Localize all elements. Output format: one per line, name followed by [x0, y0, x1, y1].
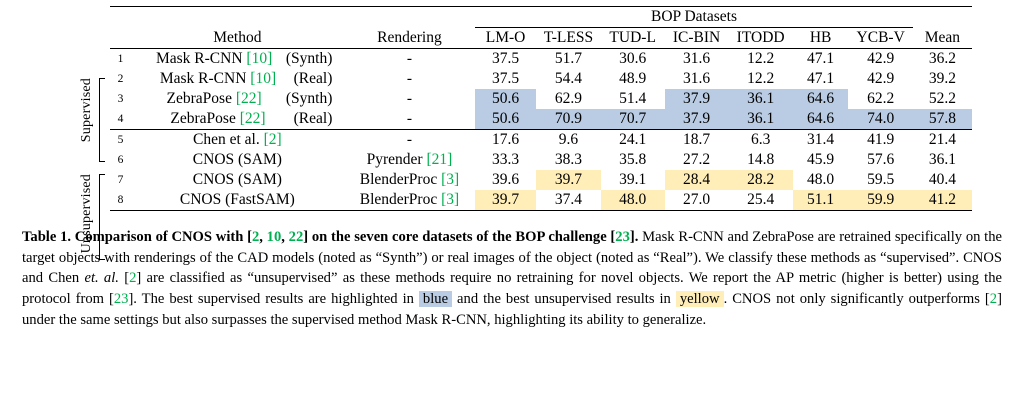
row-rendering-name: -	[406, 70, 413, 87]
row-method-variant: (Synth)	[285, 50, 333, 67]
row-method-name: Mask R-CNN	[159, 70, 247, 87]
table-header-row	[110, 28, 972, 49]
row-rendering	[344, 150, 475, 170]
table-row	[110, 170, 972, 190]
row-index: 6	[117, 154, 124, 166]
cell-mean: 41.2	[913, 190, 972, 211]
row-rendering-name: -	[406, 90, 413, 107]
cell-tud-l: 51.4	[619, 90, 647, 107]
header-bop-datasets: BOP Datasets	[475, 7, 913, 28]
row-rendering-name: BlenderProc	[359, 191, 438, 208]
header-rendering: Rendering	[377, 28, 442, 46]
cell-itodd: 28.2	[729, 170, 793, 190]
row-method	[131, 49, 344, 70]
header-spacer-rendering	[344, 7, 475, 28]
row-method-citation: [10]	[246, 50, 273, 67]
cell-ycb-v: 41.9	[848, 130, 912, 151]
row-method-name: Chen et al.	[193, 131, 260, 148]
row-index: 2	[117, 73, 124, 85]
row-index: 1	[110, 49, 131, 70]
cell-itodd: 12.2	[747, 70, 775, 87]
cell-hb: 47.1	[793, 49, 849, 70]
header-spacer-mean	[913, 7, 972, 28]
caption-citation-23: 23	[615, 229, 630, 245]
caption-citation-2b: 2	[129, 270, 137, 287]
brace-unsupervised	[99, 174, 105, 260]
caption-title-part3: ].	[629, 229, 639, 245]
row-method	[131, 130, 344, 151]
cell-lm-o: 33.3	[492, 151, 520, 168]
table-row	[110, 69, 972, 89]
header-spacer-idx	[110, 7, 131, 28]
header-dataset-ycb-v: YCB-V	[856, 29, 905, 46]
row-method	[131, 109, 344, 130]
table-caption	[22, 227, 1002, 331]
caption-body-6: . CNOS not only significantly outperforms [	[723, 291, 990, 308]
row-rendering	[344, 170, 475, 190]
caption-body-4: ]. The best supervised results are highlighted in	[128, 291, 414, 308]
table-row	[110, 109, 972, 130]
cell-lm-o: 39.6	[492, 171, 520, 188]
table-row	[110, 49, 972, 70]
row-rendering-name: -	[406, 110, 413, 127]
cell-tud-l: 39.1	[619, 171, 647, 188]
header-dataset-t-less: T-LESS	[543, 29, 594, 46]
row-method-name: CNOS (FastSAM)	[179, 191, 295, 208]
cell-hb: 51.1	[793, 190, 849, 211]
cell-ycb-v: 59.5	[867, 171, 895, 188]
cell-t-less: 38.3	[554, 151, 582, 168]
row-method-variant: (Synth)	[285, 90, 333, 107]
cell-ic-bin: 27.2	[682, 151, 711, 168]
cell-ic-bin: 18.7	[665, 130, 729, 151]
cell-mean: 57.8	[913, 109, 972, 130]
row-index: 8	[110, 190, 131, 211]
caption-etal: et. al.	[84, 270, 119, 287]
row-method-name: CNOS (SAM)	[192, 151, 282, 168]
cell-mean: 36.1	[928, 151, 956, 168]
caption-body-3: ] are classified as “unsupervised” as these methods require no retraining for novel objects. We report the AP metric (higher is better) using the protocol from [	[22, 270, 1002, 308]
caption-title	[75, 229, 639, 245]
cell-lm-o: 37.5	[475, 49, 536, 70]
caption-highlight-blue: blue	[419, 291, 452, 307]
caption-citation-2: 2	[251, 229, 260, 245]
cell-itodd: 36.1	[729, 89, 793, 109]
cell-ic-bin: 31.6	[665, 49, 729, 70]
caption-title-part2: ] on the seven core datasets of the BOP challenge [	[303, 229, 616, 245]
cell-hb: 45.9	[807, 151, 835, 168]
results-table	[110, 6, 972, 211]
row-rendering	[344, 49, 475, 70]
cell-t-less: 62.9	[554, 90, 582, 107]
cell-itodd: 36.1	[729, 109, 793, 130]
row-method-citation: [2]	[263, 131, 282, 148]
cell-ycb-v: 59.9	[848, 190, 912, 211]
cell-ic-bin: 27.0	[665, 190, 729, 211]
header-method: Method	[213, 28, 262, 46]
caption-citation-22: 22	[288, 229, 304, 245]
cell-mean: 40.4	[928, 171, 956, 188]
header-dataset-itodd: ITODD	[736, 29, 785, 46]
row-method	[131, 150, 344, 170]
cell-t-less: 70.9	[536, 109, 601, 130]
row-rendering-citation: [21]	[426, 151, 453, 168]
caption-citation-2c: 2	[989, 291, 998, 308]
row-method-citation: [22]	[239, 110, 266, 127]
cell-mean: 39.2	[928, 70, 956, 87]
cell-tud-l: 24.1	[601, 130, 665, 151]
header-dataset-hb: HB	[809, 29, 832, 46]
row-rendering-name: -	[406, 131, 413, 148]
row-method-name: ZebraPose	[166, 90, 232, 107]
cell-ycb-v: 42.9	[867, 70, 895, 87]
cell-lm-o: 39.7	[475, 190, 536, 211]
row-method-citation: [22]	[235, 90, 262, 107]
row-index: 4	[117, 113, 124, 125]
brace-supervised	[99, 78, 105, 162]
cell-hb: 31.4	[793, 130, 849, 151]
row-rendering-citation: [3]	[441, 171, 460, 188]
caption-body-2: [	[124, 270, 130, 287]
header-dataset-tud-l: TUD-L	[609, 29, 656, 46]
cell-ycb-v: 62.2	[867, 90, 895, 107]
group-label-unsupervised	[76, 174, 98, 260]
row-index: 7	[117, 174, 124, 186]
cell-tud-l: 70.7	[601, 109, 665, 130]
row-method	[131, 170, 344, 190]
cell-lm-o: 50.6	[475, 89, 536, 109]
cell-mean: 52.2	[928, 90, 956, 107]
cell-mean: 21.4	[913, 130, 972, 151]
row-method	[131, 89, 344, 109]
row-method-variant: (Real)	[293, 110, 333, 127]
header-spacer-method	[131, 7, 344, 28]
cell-itodd: 25.4	[729, 190, 793, 211]
cell-itodd: 12.2	[729, 49, 793, 70]
row-rendering-name: BlenderProc	[359, 171, 438, 188]
cell-tud-l: 48.0	[601, 190, 665, 211]
caption-label: Table 1.	[22, 229, 72, 245]
table-row	[110, 190, 972, 211]
caption-body-1: Mask R-CNN and ZebraPose are retrained specifically on the target objects with renderings of the CAD models (noted as “Synth”) or real images of the object (noted as “Real”). We classify these methods as “supervised”. CNOS and Chen	[22, 229, 1003, 287]
cell-t-less: 37.4	[536, 190, 601, 211]
table-row	[110, 89, 972, 109]
caption-body-5: and the best unsupervised results in	[457, 291, 671, 308]
row-rendering-citation: [3]	[441, 191, 460, 208]
cell-t-less: 39.7	[536, 170, 601, 190]
cell-ic-bin: 37.9	[665, 89, 729, 109]
row-rendering	[344, 130, 475, 151]
row-index: 5	[110, 130, 131, 151]
caption-citation-23b: 23	[113, 291, 129, 308]
header-dataset-ic-bin: IC-BIN	[672, 29, 721, 46]
cell-ycb-v: 74.0	[848, 109, 912, 130]
cell-ic-bin: 37.9	[665, 109, 729, 130]
row-rendering	[344, 190, 475, 211]
row-method-name: Mask R-CNN	[155, 50, 243, 67]
cell-hb: 47.1	[807, 70, 835, 87]
cell-mean: 36.2	[913, 49, 972, 70]
row-rendering-name: Pyrender	[366, 151, 423, 168]
row-method-name: ZebraPose	[170, 110, 236, 127]
row-method	[131, 190, 344, 211]
cell-tud-l: 48.9	[619, 70, 647, 87]
cell-tud-l: 35.8	[619, 151, 647, 168]
cell-tud-l: 30.6	[601, 49, 665, 70]
row-method	[131, 69, 344, 89]
table-row	[110, 150, 972, 170]
header-dataset-lm-o: LM-O	[485, 29, 526, 46]
group-label-supervised-text: Supervised	[79, 78, 94, 143]
table-header-group-row	[110, 7, 972, 28]
row-method-name: CNOS (SAM)	[192, 171, 282, 188]
cell-hb: 48.0	[807, 171, 835, 188]
row-index: 3	[117, 93, 124, 105]
cell-ic-bin: 28.4	[665, 170, 729, 190]
cell-ycb-v: 57.6	[867, 151, 895, 168]
row-rendering	[344, 89, 475, 109]
cell-hb: 64.6	[793, 89, 849, 109]
cell-ic-bin: 31.6	[682, 70, 711, 87]
cell-hb: 64.6	[793, 109, 849, 130]
cell-t-less: 54.4	[554, 70, 582, 87]
cell-lm-o: 17.6	[475, 130, 536, 151]
caption-title-part1: Comparison of CNOS with [	[74, 229, 252, 245]
caption-citation-10: 10	[266, 229, 282, 245]
cell-t-less: 9.6	[536, 130, 601, 151]
table-row	[110, 130, 972, 151]
row-rendering-name: -	[406, 50, 413, 67]
cell-lm-o: 37.5	[492, 70, 520, 87]
cell-lm-o: 50.6	[475, 109, 536, 130]
cell-itodd: 14.8	[747, 151, 775, 168]
caption-comma-2: ,	[281, 229, 289, 245]
cell-ycb-v: 42.9	[848, 49, 912, 70]
caption-body-7: ] under the same settings but also surpasses the supervised method Mask R-CNN, highlighting its ability to generalize.	[22, 291, 1002, 328]
group-label-supervised	[76, 78, 98, 162]
row-rendering	[344, 109, 475, 130]
cell-itodd: 6.3	[729, 130, 793, 151]
caption-highlight-yellow: yellow	[676, 291, 724, 307]
header-mean: Mean	[924, 28, 961, 46]
row-method-citation: [10]	[250, 70, 277, 87]
group-label-unsupervised-text: Unsupervised	[79, 174, 94, 254]
row-method-variant: (Real)	[293, 70, 333, 87]
cell-t-less: 51.7	[536, 49, 601, 70]
row-rendering	[344, 69, 475, 89]
caption-comma-1: ,	[259, 229, 267, 245]
